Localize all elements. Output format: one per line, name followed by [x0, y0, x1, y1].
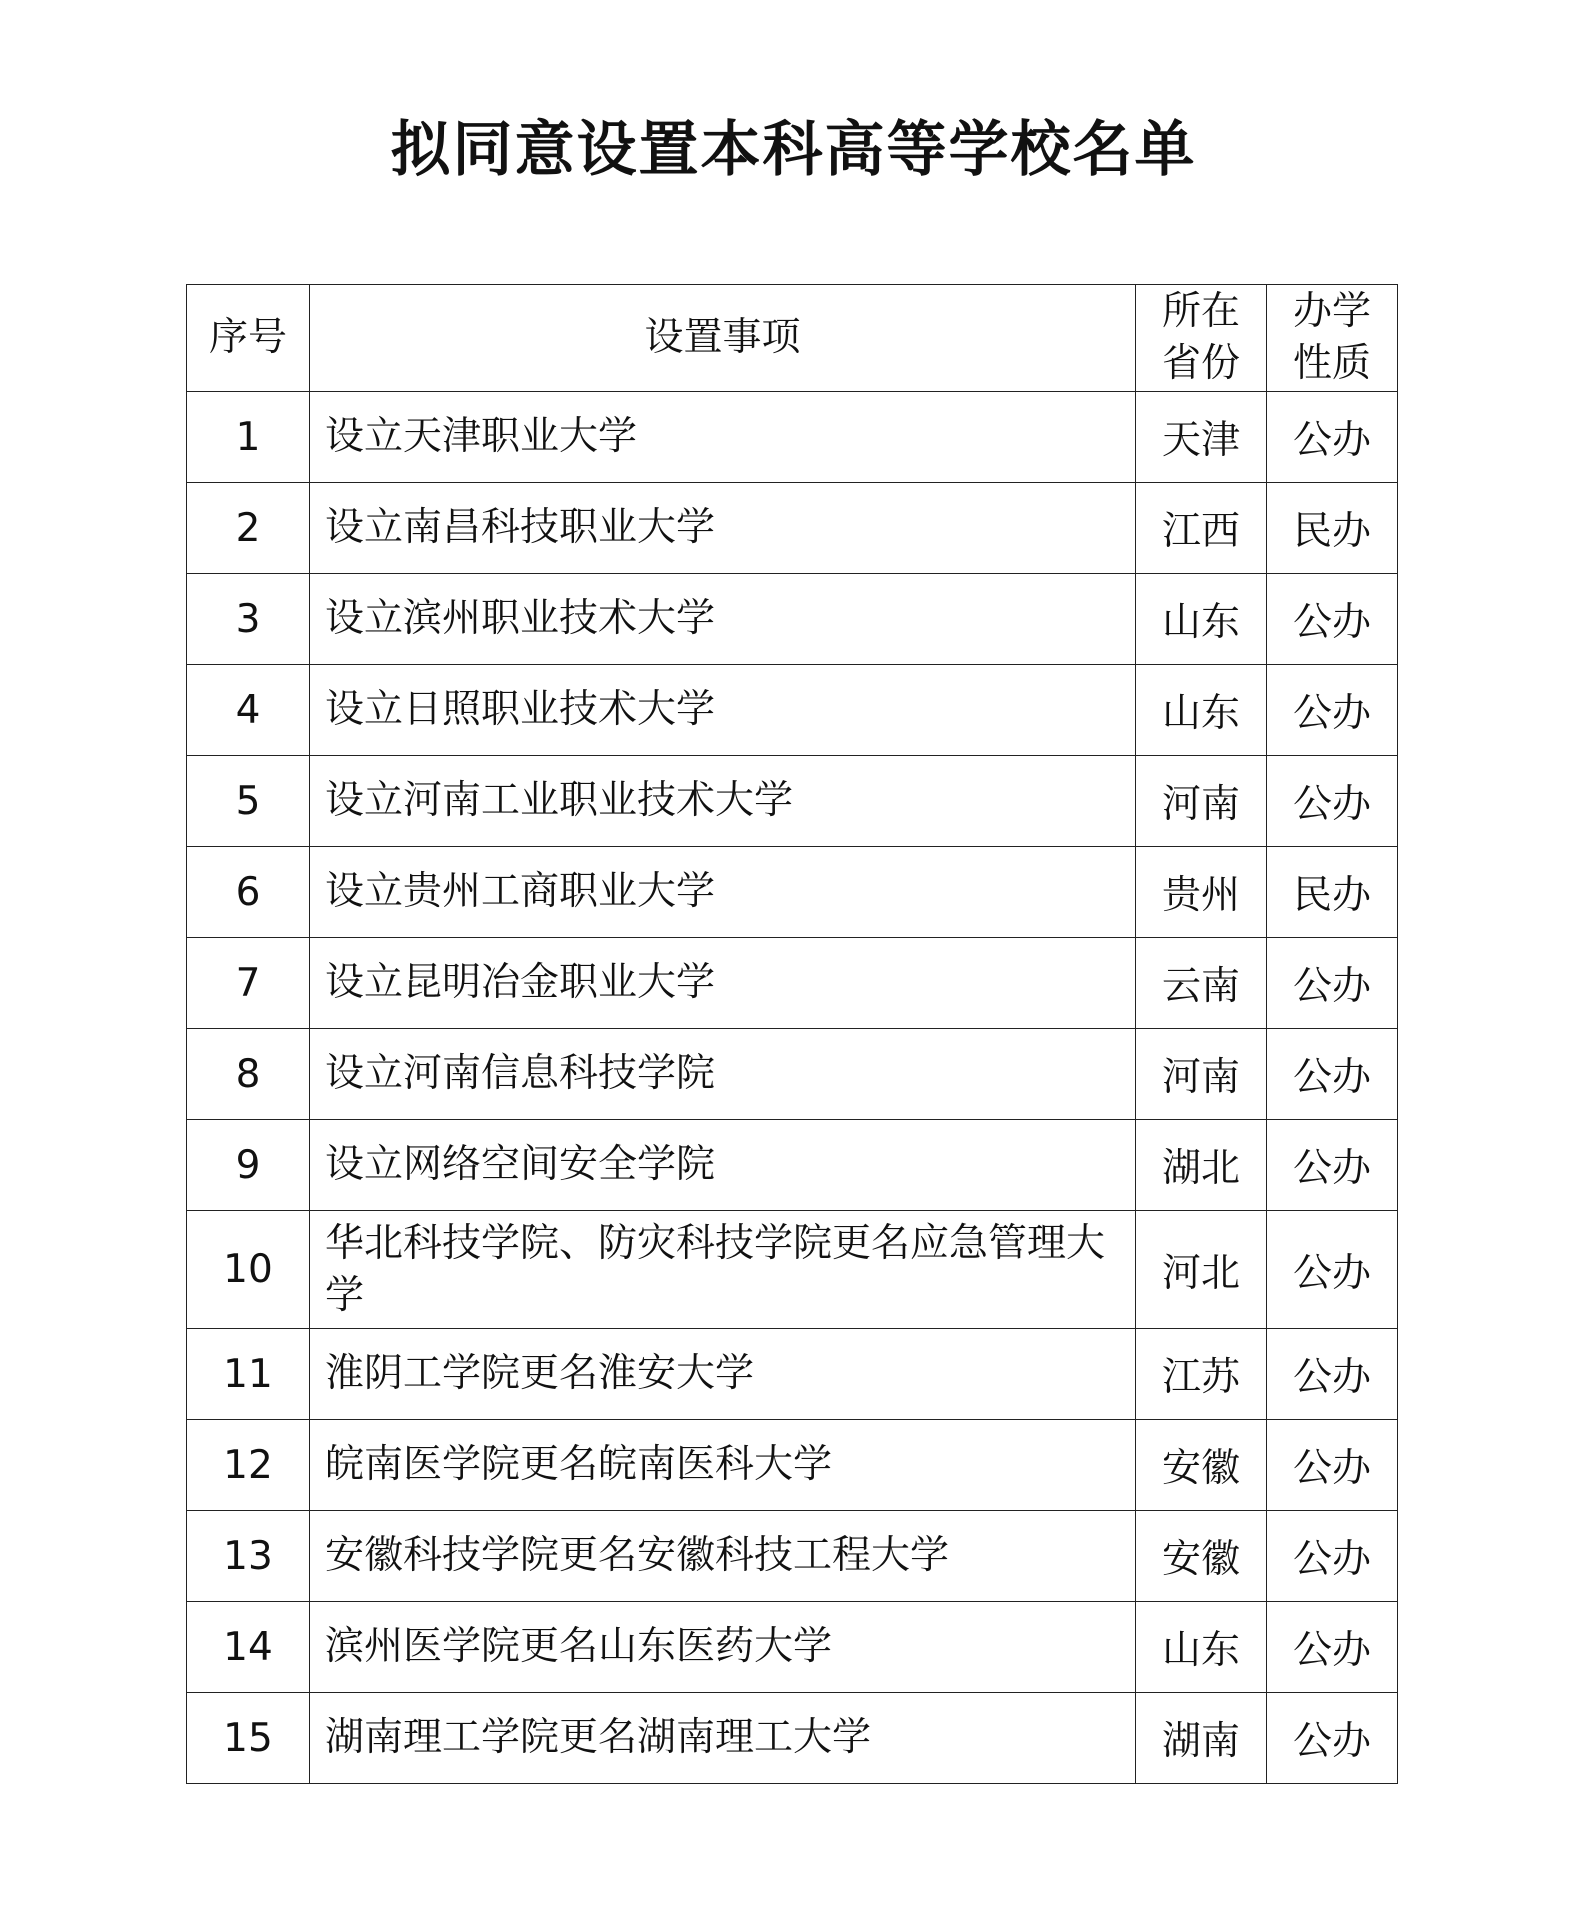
row-item: 设立昆明冶金职业大学 [310, 938, 1136, 1029]
row-item: 设立贵州工商职业大学 [310, 847, 1136, 938]
table-row [187, 1420, 1398, 1511]
row-item: 淮阴工学院更名淮安大学 [310, 1329, 1136, 1420]
header-nature-line1: 办学 [1292, 289, 1371, 334]
row-province: 湖南 [1136, 1693, 1267, 1784]
row-province: 山东 [1136, 1602, 1267, 1693]
school-list-table [186, 284, 1398, 1784]
table-row [187, 1029, 1398, 1120]
row-province: 天津 [1136, 392, 1267, 483]
row-seq: 15 [187, 1693, 310, 1784]
page-title: 拟同意设置本科高等学校名单 [390, 115, 1197, 185]
row-province: 江苏 [1136, 1329, 1267, 1420]
table-row [187, 756, 1398, 847]
table-row [187, 1120, 1398, 1211]
table-row [187, 574, 1398, 665]
row-seq: 6 [187, 847, 310, 938]
table-row [187, 1602, 1398, 1693]
row-nature: 公办 [1267, 1420, 1398, 1511]
row-seq: 4 [187, 665, 310, 756]
row-item: 设立南昌科技职业大学 [310, 483, 1136, 574]
row-item: 设立日照职业技术大学 [310, 665, 1136, 756]
row-province: 河北 [1136, 1211, 1267, 1329]
row-nature: 公办 [1267, 574, 1398, 665]
header-province-line2: 省份 [1161, 341, 1240, 386]
row-seq: 3 [187, 574, 310, 665]
row-item: 设立网络空间安全学院 [310, 1120, 1136, 1211]
row-province: 安徽 [1136, 1420, 1267, 1511]
row-item: 湖南理工学院更名湖南理工大学 [310, 1693, 1136, 1784]
row-seq: 12 [187, 1420, 310, 1511]
row-province: 山东 [1136, 665, 1267, 756]
table-row [187, 1511, 1398, 1602]
row-nature: 公办 [1267, 665, 1398, 756]
row-item: 皖南医学院更名皖南医科大学 [310, 1420, 1136, 1511]
row-item: 安徽科技学院更名安徽科技工程大学 [310, 1511, 1136, 1602]
table-header-row [187, 285, 1398, 392]
row-province: 云南 [1136, 938, 1267, 1029]
table-row [187, 1211, 1398, 1329]
row-seq: 2 [187, 483, 310, 574]
row-province: 河南 [1136, 756, 1267, 847]
row-nature: 公办 [1267, 1511, 1398, 1602]
row-seq: 13 [187, 1511, 310, 1602]
row-province: 安徽 [1136, 1511, 1267, 1602]
row-nature: 公办 [1267, 1211, 1398, 1329]
row-seq: 8 [187, 1029, 310, 1120]
row-item: 设立河南工业职业技术大学 [310, 756, 1136, 847]
table-row [187, 938, 1398, 1029]
table-row [187, 1693, 1398, 1784]
row-item: 设立天津职业大学 [310, 392, 1136, 483]
row-item: 设立滨州职业技术大学 [310, 574, 1136, 665]
table-row [187, 483, 1398, 574]
row-seq: 5 [187, 756, 310, 847]
row-province: 湖北 [1136, 1120, 1267, 1211]
row-nature: 公办 [1267, 938, 1398, 1029]
row-item: 滨州医学院更名山东医药大学 [310, 1602, 1136, 1693]
row-seq: 7 [187, 938, 310, 1029]
table-row [187, 665, 1398, 756]
row-nature: 公办 [1267, 1029, 1398, 1120]
row-seq: 14 [187, 1602, 310, 1693]
row-province: 贵州 [1136, 847, 1267, 938]
table-row [187, 1329, 1398, 1420]
row-nature: 公办 [1267, 1602, 1398, 1693]
table-row [187, 847, 1398, 938]
row-province: 河南 [1136, 1029, 1267, 1120]
header-item: 设置事项 [310, 285, 1136, 392]
row-nature: 公办 [1267, 1329, 1398, 1420]
row-nature: 民办 [1267, 483, 1398, 574]
header-province [1136, 285, 1267, 392]
header-nature [1267, 285, 1398, 392]
row-nature: 公办 [1267, 392, 1398, 483]
table-row [187, 392, 1398, 483]
header-nature-line2: 性质 [1292, 341, 1371, 386]
row-item: 华北科技学院、防灾科技学院更名应急管理大学 [310, 1211, 1136, 1329]
row-nature: 公办 [1267, 1693, 1398, 1784]
header-province-line1: 所在 [1161, 289, 1240, 334]
row-seq: 9 [187, 1120, 310, 1211]
row-item: 设立河南信息科技学院 [310, 1029, 1136, 1120]
row-nature: 民办 [1267, 847, 1398, 938]
row-seq: 10 [187, 1211, 310, 1329]
row-province: 江西 [1136, 483, 1267, 574]
row-nature: 公办 [1267, 756, 1398, 847]
row-seq: 1 [187, 392, 310, 483]
header-seq: 序号 [187, 285, 310, 392]
row-province: 山东 [1136, 574, 1267, 665]
row-nature: 公办 [1267, 1120, 1398, 1211]
row-seq: 11 [187, 1329, 310, 1420]
